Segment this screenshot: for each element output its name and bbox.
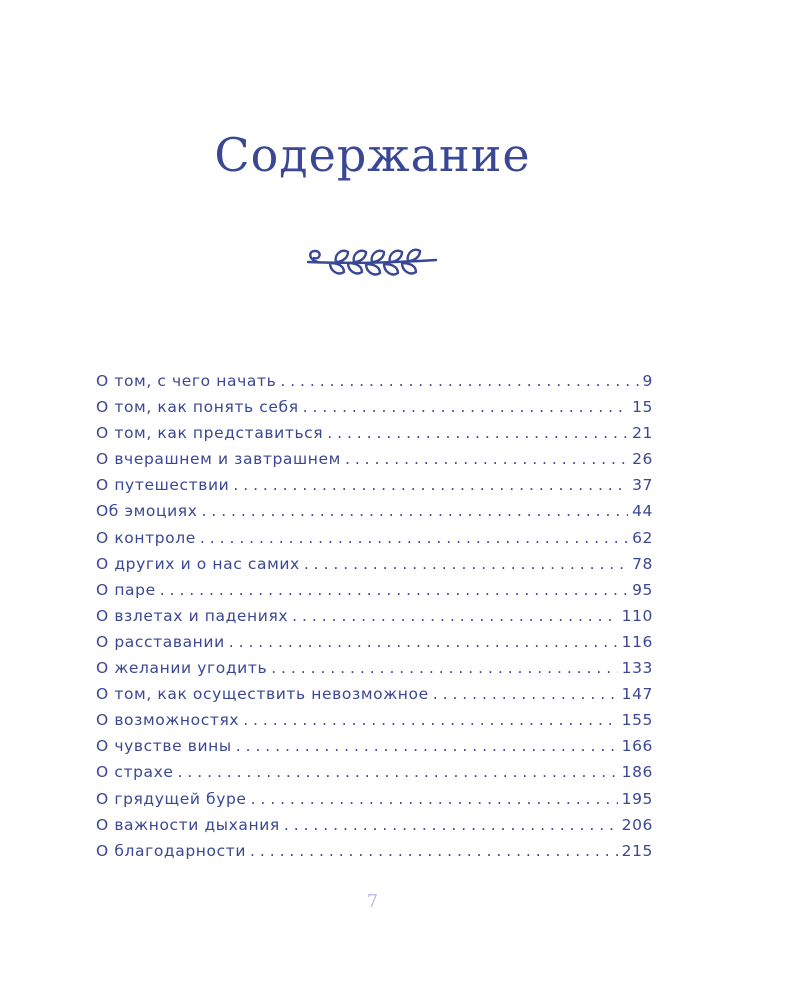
toc-entry-page: 9 bbox=[642, 372, 653, 390]
toc-entry-page: 215 bbox=[621, 841, 653, 860]
toc-entry bbox=[96, 581, 653, 607]
toc-entry bbox=[96, 790, 653, 816]
toc-dot-leader bbox=[236, 737, 618, 755]
toc-entry-title: О других и о нас самих bbox=[96, 554, 300, 573]
toc-entry-page: 37 bbox=[632, 476, 653, 495]
toc-entry-title: О чувстве вины bbox=[96, 737, 232, 756]
toc-entry bbox=[96, 816, 653, 842]
toc-entry-page: 166 bbox=[621, 737, 653, 756]
toc-entry-title: О вчерашнем и завтрашнем bbox=[96, 450, 341, 469]
toc-entry bbox=[96, 424, 653, 450]
toc-entry-page: 206 bbox=[621, 815, 653, 834]
toc-entry-title: О том, как осуществить невозможное bbox=[96, 685, 429, 704]
toc-dot-leader bbox=[304, 555, 628, 573]
toc-entry bbox=[96, 607, 653, 633]
toc-entry bbox=[96, 763, 653, 789]
toc-entry-page: 133 bbox=[621, 659, 653, 678]
toc-entry-title: О важности дыхания bbox=[96, 815, 280, 834]
toc-dot-leader bbox=[200, 529, 628, 547]
toc-dot-leader bbox=[178, 763, 618, 781]
toc-entry bbox=[96, 372, 653, 398]
toc-entry-title: Об эмоциях bbox=[96, 502, 198, 521]
toc-entry-page: 62 bbox=[632, 528, 653, 547]
toc-dot-leader bbox=[243, 711, 617, 729]
toc-entry-title: О благодарности bbox=[96, 841, 247, 860]
toc-entry-title: О том, как представиться bbox=[96, 424, 324, 443]
toc-entry-title: О путешествии bbox=[96, 476, 230, 495]
toc-entry-page: 195 bbox=[621, 789, 653, 808]
toc-entry bbox=[96, 529, 653, 555]
toc-entry-page: 15 bbox=[632, 398, 653, 417]
toc-entry-title: О грядущей буре bbox=[96, 789, 247, 808]
toc-entry bbox=[96, 737, 653, 763]
toc-entry-title: О паре bbox=[96, 580, 156, 599]
toc-dot-leader bbox=[303, 398, 628, 416]
toc-entry-page: 95 bbox=[632, 580, 653, 599]
toc-entry-title: О том, с чего начать bbox=[96, 372, 277, 390]
toc-entry bbox=[96, 398, 653, 424]
toc-entry-page: 26 bbox=[632, 450, 653, 469]
toc-entry bbox=[96, 502, 653, 528]
toc-entry bbox=[96, 450, 653, 476]
toc-entry-page: 116 bbox=[621, 632, 653, 651]
toc-entry-title: О страхе bbox=[96, 763, 174, 782]
toc-dot-leader bbox=[250, 842, 618, 860]
laurel-branch-icon bbox=[302, 238, 442, 286]
toc-entry bbox=[96, 476, 653, 502]
toc-dot-leader bbox=[327, 424, 628, 442]
toc-dot-leader bbox=[160, 581, 628, 599]
toc-entry-page: 147 bbox=[621, 685, 653, 704]
toc-dot-leader bbox=[251, 790, 618, 808]
toc-entry bbox=[96, 659, 653, 685]
toc-dot-leader bbox=[233, 476, 628, 494]
toc-entry-title: О возможностях bbox=[96, 711, 240, 730]
table-of-contents bbox=[96, 372, 653, 868]
page-number: 7 bbox=[366, 891, 379, 912]
toc-entry bbox=[96, 685, 653, 711]
toc-entry bbox=[96, 711, 653, 737]
toc-entry-title: О контроле bbox=[96, 528, 196, 547]
toc-dot-leader bbox=[292, 607, 617, 625]
toc-entry-title: О том, как понять себя bbox=[96, 398, 299, 417]
toc-dot-leader bbox=[280, 372, 638, 390]
toc-entry-title: О взлетах и падениях bbox=[96, 606, 289, 625]
toc-dot-leader bbox=[229, 633, 618, 651]
page-title: Содержание bbox=[214, 128, 531, 182]
toc-entry-page: 78 bbox=[632, 554, 653, 573]
toc-entry-page: 44 bbox=[632, 502, 653, 521]
toc-entry-page: 155 bbox=[621, 711, 653, 730]
toc-dot-leader bbox=[433, 685, 618, 703]
toc-entry bbox=[96, 842, 653, 868]
toc-entry-page: 110 bbox=[621, 606, 653, 625]
toc-entry-title: О желании угодить bbox=[96, 659, 268, 678]
toc-entry bbox=[96, 555, 653, 581]
toc-dot-leader bbox=[284, 816, 618, 834]
toc-entry-page: 186 bbox=[621, 763, 653, 782]
toc-dot-leader bbox=[271, 659, 617, 677]
toc-entry-page: 21 bbox=[632, 424, 653, 443]
toc-entry-title: О расставании bbox=[96, 632, 225, 651]
toc-dot-leader bbox=[202, 502, 629, 520]
toc-dot-leader bbox=[345, 450, 628, 468]
toc-entry bbox=[96, 633, 653, 659]
